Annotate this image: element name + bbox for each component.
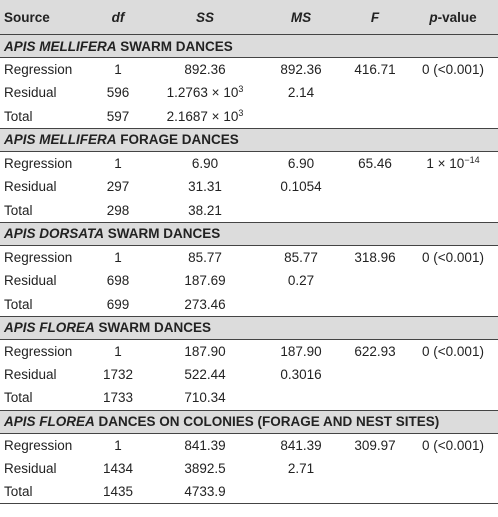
section-title xyxy=(0,35,498,58)
cell-f xyxy=(342,339,408,363)
cell-source: Residual xyxy=(4,85,57,101)
cell-p xyxy=(408,105,498,129)
cell-p xyxy=(408,58,498,82)
header-ss-label: SS xyxy=(195,9,214,25)
cell-f xyxy=(342,363,408,386)
cell-df xyxy=(86,175,150,198)
cell-df-value: 597 xyxy=(106,108,130,124)
cell-ss-value: 187.69 xyxy=(184,273,226,289)
cell-p xyxy=(408,292,498,316)
section-species: APIS MELLIFERA xyxy=(4,38,117,54)
cell-ms-value: 0.3016 xyxy=(280,367,322,383)
table-body xyxy=(0,35,498,504)
cell-df xyxy=(86,386,150,410)
cell-ss xyxy=(150,175,260,198)
cell-df xyxy=(86,457,150,480)
header-p-suffix: -value xyxy=(437,9,477,25)
cell-df-value: 596 xyxy=(106,85,130,101)
cell-ms xyxy=(260,81,342,104)
cell-source: Regression xyxy=(4,437,73,453)
section-row xyxy=(0,222,498,245)
cell-p xyxy=(408,269,498,292)
cell-source: Residual xyxy=(4,461,57,476)
cell-p xyxy=(408,245,498,269)
cell-ss xyxy=(150,363,260,386)
cell-ms xyxy=(260,339,342,363)
cell-p xyxy=(408,175,498,198)
cell-ms xyxy=(260,105,342,129)
cell-ms-value: 85.77 xyxy=(284,249,318,265)
cell-df-value: 1732 xyxy=(102,367,134,383)
table-row xyxy=(0,433,498,457)
cell-ss-value: 6.90 xyxy=(191,156,219,172)
section-title xyxy=(0,222,498,245)
cell-ss-exponent: 3 xyxy=(238,84,244,95)
cell-ms xyxy=(260,433,342,457)
cell-f-value: 309.97 xyxy=(354,437,396,453)
cell-ms xyxy=(260,198,342,222)
header-df-label: df xyxy=(111,9,125,25)
cell-df xyxy=(86,58,150,82)
cell-df-value: 1 xyxy=(114,156,122,172)
cell-ss-value: 522.44 xyxy=(184,367,226,383)
cell-ss xyxy=(150,386,260,410)
section-subtitle: SWARM DANCES xyxy=(104,226,221,242)
section-subtitle: FORAGE DANCES xyxy=(116,132,239,148)
cell-ss-value: 841.39 xyxy=(184,437,226,453)
cell-p-value: 0 (<0.001) xyxy=(422,249,484,265)
cell-ms-value: 2.71 xyxy=(287,461,315,476)
cell-p xyxy=(408,363,498,386)
cell-ss xyxy=(150,339,260,363)
cell-f xyxy=(342,386,408,410)
cell-df-value: 1434 xyxy=(102,461,134,476)
table-row xyxy=(0,339,498,363)
cell-ms xyxy=(260,245,342,269)
table-row xyxy=(0,292,498,316)
cell-df-value: 1 xyxy=(114,249,122,265)
cell-p-exponent: −14 xyxy=(464,155,480,166)
cell-p-value: 0 (<0.001) xyxy=(422,62,484,78)
cell-ss xyxy=(150,480,260,504)
table-header xyxy=(0,0,498,35)
cell-df xyxy=(86,81,150,104)
cell-source: Total xyxy=(4,108,33,124)
cell-p-value: 0 (<0.001) xyxy=(422,437,484,453)
cell-p xyxy=(408,480,498,504)
table-row xyxy=(0,480,498,504)
cell-p xyxy=(408,433,498,457)
cell-df xyxy=(86,339,150,363)
cell-source: Residual xyxy=(4,179,57,195)
cell-p xyxy=(408,81,498,104)
section-title xyxy=(0,128,498,151)
cell-ss xyxy=(150,433,260,457)
cell-ms-value: 0.27 xyxy=(287,273,315,289)
table-row xyxy=(0,386,498,410)
header-f xyxy=(342,0,408,35)
cell-p xyxy=(408,198,498,222)
cell-df-value: 297 xyxy=(106,179,130,195)
cell-ss xyxy=(150,105,260,129)
cell-df-value: 1 xyxy=(114,62,122,78)
table-row xyxy=(0,457,498,480)
cell-ms xyxy=(260,386,342,410)
table-row xyxy=(0,151,498,175)
section-subtitle: SWARM DANCES xyxy=(94,320,212,336)
cell-ms xyxy=(260,151,342,175)
cell-df-value: 1 xyxy=(114,343,122,359)
table-row xyxy=(0,363,498,386)
cell-ss-value: 85.77 xyxy=(188,249,222,265)
cell-p-value: 0 (<0.001) xyxy=(422,343,484,359)
cell-p xyxy=(408,457,498,480)
table-row xyxy=(0,81,498,104)
cell-df xyxy=(86,363,150,386)
cell-ms xyxy=(260,363,342,386)
cell-source: Regression xyxy=(4,156,73,172)
cell-ms xyxy=(260,58,342,82)
section-row xyxy=(0,35,498,58)
cell-df xyxy=(86,292,150,316)
section-species: APIS FLOREA xyxy=(4,320,95,336)
cell-p xyxy=(408,386,498,410)
header-f-label: F xyxy=(370,9,380,25)
header-ms xyxy=(260,0,342,35)
table-row xyxy=(0,198,498,222)
cell-ms xyxy=(260,457,342,480)
cell-ms-value: 187.90 xyxy=(280,343,322,359)
cell-source: Total xyxy=(4,296,33,312)
table-row xyxy=(0,175,498,198)
cell-source: Regression xyxy=(4,249,73,265)
header-ms-label: MS xyxy=(290,9,312,25)
cell-ms-value: 2.14 xyxy=(287,85,315,101)
cell-ss-value: 892.36 xyxy=(184,62,226,78)
cell-f xyxy=(342,58,408,82)
cell-ss-value: 3892.5 xyxy=(184,461,226,476)
cell-f xyxy=(342,245,408,269)
cell-source: Regression xyxy=(4,62,73,78)
cell-ss xyxy=(150,58,260,82)
cell-f xyxy=(342,105,408,129)
cell-ss-value: 31.31 xyxy=(188,179,222,195)
cell-df-value: 298 xyxy=(106,202,130,218)
cell-df-value: 698 xyxy=(106,273,130,289)
cell-df-value: 1733 xyxy=(102,390,134,406)
section-row xyxy=(0,410,498,433)
table-row xyxy=(0,58,498,82)
header-p-label: p xyxy=(429,9,438,25)
cell-ms-value: 0.1054 xyxy=(280,179,322,195)
cell-ss-value: 2.1687 × 10 xyxy=(166,108,239,124)
cell-ms xyxy=(260,480,342,504)
cell-f-value: 622.93 xyxy=(354,343,396,359)
header-row xyxy=(0,0,498,35)
cell-df xyxy=(86,198,150,222)
cell-source: Regression xyxy=(4,343,73,359)
cell-df xyxy=(86,269,150,292)
cell-p xyxy=(408,151,498,175)
cell-ss-value: 38.21 xyxy=(188,202,222,218)
cell-ss xyxy=(150,457,260,480)
cell-ms xyxy=(260,269,342,292)
cell-ms xyxy=(260,175,342,198)
cell-ms-value: 841.39 xyxy=(280,437,322,453)
section-subtitle: SWARM DANCES xyxy=(116,38,233,54)
cell-ms-value: 6.90 xyxy=(287,156,315,172)
cell-p-value: 1 × 10 xyxy=(426,156,465,172)
section-subtitle: DANCES ON COLONIES (FORAGE AND NEST SITES) xyxy=(94,414,440,430)
cell-ss-value: 4733.9 xyxy=(184,484,226,500)
section-row xyxy=(0,128,498,151)
table-row xyxy=(0,269,498,292)
cell-source: Total xyxy=(4,202,33,218)
section-title xyxy=(0,410,498,433)
cell-ss xyxy=(150,292,260,316)
cell-f-value: 65.46 xyxy=(358,156,392,172)
cell-ss-value: 273.46 xyxy=(184,296,226,312)
cell-ss xyxy=(150,81,260,104)
cell-source: Residual xyxy=(4,367,57,383)
cell-ms xyxy=(260,292,342,316)
section-title xyxy=(0,316,498,339)
cell-ss-value: 710.34 xyxy=(184,390,226,406)
cell-ss xyxy=(150,245,260,269)
cell-f-value: 416.71 xyxy=(354,62,396,78)
header-ss xyxy=(150,0,260,35)
cell-f xyxy=(342,292,408,316)
cell-df xyxy=(86,105,150,129)
cell-f xyxy=(342,269,408,292)
cell-f xyxy=(342,81,408,104)
cell-source: Residual xyxy=(4,273,57,289)
cell-ss xyxy=(150,198,260,222)
cell-ss-value: 187.90 xyxy=(184,343,226,359)
cell-df-value: 1435 xyxy=(102,484,134,500)
cell-df xyxy=(86,433,150,457)
section-species: APIS DORSATA xyxy=(4,226,105,242)
cell-df xyxy=(86,245,150,269)
section-species: APIS FLOREA xyxy=(4,414,95,430)
cell-source: Total xyxy=(0,480,86,504)
cell-ss xyxy=(150,269,260,292)
cell-df xyxy=(86,151,150,175)
cell-df-value: 699 xyxy=(106,296,130,312)
cell-ms-value: 892.36 xyxy=(280,62,322,78)
cell-df-value: 1 xyxy=(114,437,122,453)
cell-ss-value: 1.2763 × 10 xyxy=(166,85,239,101)
cell-df xyxy=(86,480,150,504)
table-row xyxy=(0,245,498,269)
cell-source: Total xyxy=(4,390,33,406)
table-row xyxy=(0,105,498,129)
cell-f xyxy=(342,151,408,175)
cell-ss-exponent: 3 xyxy=(238,107,244,118)
cell-f xyxy=(342,457,408,480)
cell-f xyxy=(342,480,408,504)
cell-f xyxy=(342,198,408,222)
header-source: Source xyxy=(0,0,86,35)
cell-f xyxy=(342,175,408,198)
cell-p xyxy=(408,339,498,363)
cell-f xyxy=(342,433,408,457)
cell-f-value: 318.96 xyxy=(354,249,396,265)
section-row xyxy=(0,316,498,339)
section-species: APIS MELLIFERA xyxy=(4,132,117,148)
header-df xyxy=(86,0,150,35)
header-p-value xyxy=(408,0,498,35)
cell-ss xyxy=(150,151,260,175)
